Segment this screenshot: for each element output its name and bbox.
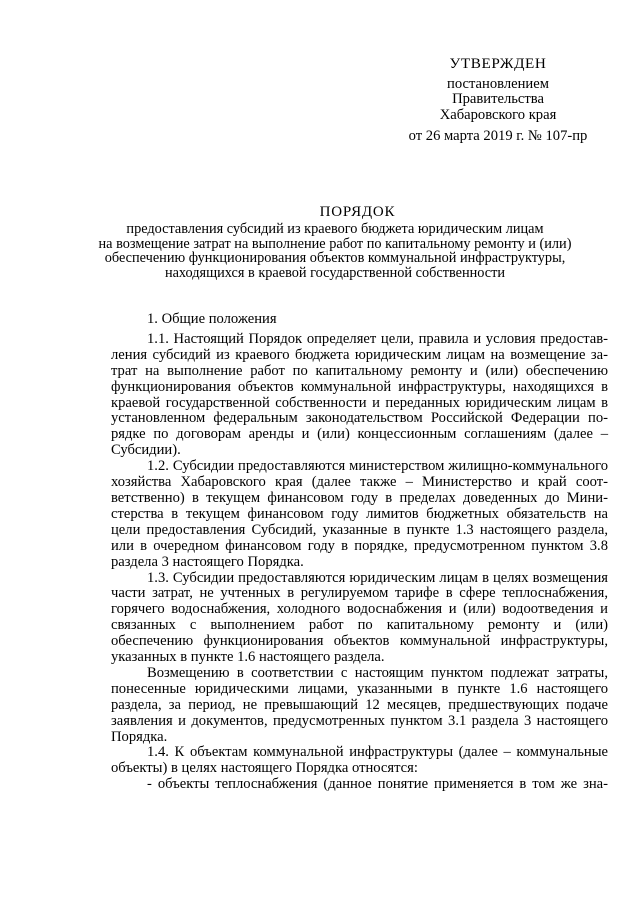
subtitle-line: находящихся в краевой государственной собственности — [164, 265, 506, 282]
paragraph: Возмещению в соответствии с настоящим пунктом подлежат затраты, понесенные юридическими лицами, указанными в пункте 1.6 настоящего раздела, за период, не превышающий 12 месяцев, предшествующих подаче заявления и документов, предусмотренных пунктом 3.1 раздела 3 настоящего Порядка. — [111, 664, 608, 745]
approval-line-3: Хабаровского края — [439, 106, 557, 123]
paragraph: 1.1. Настоящий Порядок определяет цели, правила и условия предоставления субсидий из краевого бюджета юридическим лицам на возмещение затрат на выполнение работ по капитальному ремонту и (или) обеспечению функционирования объектов коммунальной инфраструктуры, находящихся в краевой государственной собственности и переданных юридическим лицам в установленном федеральным законодательством Российской Федерации порядке по договорам аренды и (или) концессионным соглашениям (далее – Субсидии). — [111, 330, 608, 459]
section-heading: 1. Общие положения — [147, 311, 277, 327]
subtitle-line: предоставления субсидий из краевого бюджета юридическим лицам — [126, 221, 544, 237]
paragraph: 1.3. Субсидии предоставляются юридическим лицам в целях возмещения части затрат, не учтенных в регулируемом тарифе в сфере теплоснабжения, горячего водоснабжения, холодного водоснабжения и (или) водоотведения и связанных с выполнением работ по капитальному ремонту и (или) обеспечению функционирования объектов коммунальной инфраструктуры, указанных в пункте 1.6 настоящего раздела. — [111, 569, 608, 666]
approved-heading: УТВЕРЖДЕН — [449, 55, 547, 72]
approval-stamp — [398, 56, 598, 145]
subtitle-line: обеспечению функционирования объектов коммунальной инфраструктуры, — [104, 250, 566, 267]
document-title: ПОРЯДОК — [319, 204, 396, 220]
document-subtitle — [70, 222, 600, 281]
paragraph: 1.2. Субсидии предоставляются министерством жилищно-коммунального хозяйства Хабаровского края (далее также – Министерство и край соответственно) в текущем финансовом году в пределах доведенных до Министерства в текущем финансовом году лимитов бюджетных обязательств на цели предоставления Субсидий, указанные в пункте 1.3 настоящего раздела, или в очередном финансовом году в порядке, предусмотренном пунктом 3.8 раздела 3 настоящего Порядка. — [111, 458, 608, 570]
approval-date: от 26 марта 2019 г. № 107-пр — [408, 128, 588, 144]
approval-line-1: постановлением — [447, 75, 549, 92]
subtitle-line: на возмещение затрат на выполнение работ по капитальному ремонту и (или) — [98, 235, 572, 252]
paragraph: 1.4. К объектам коммунальной инфраструктуры (далее – коммунальные объекты) в целях настоящего Порядка относятся: — [111, 744, 608, 777]
paragraph: - объекты теплоснабжения (данное понятие применяется в том же зна- — [147, 776, 608, 793]
approval-line-2: Правительства — [452, 91, 544, 107]
document-body — [111, 312, 608, 793]
